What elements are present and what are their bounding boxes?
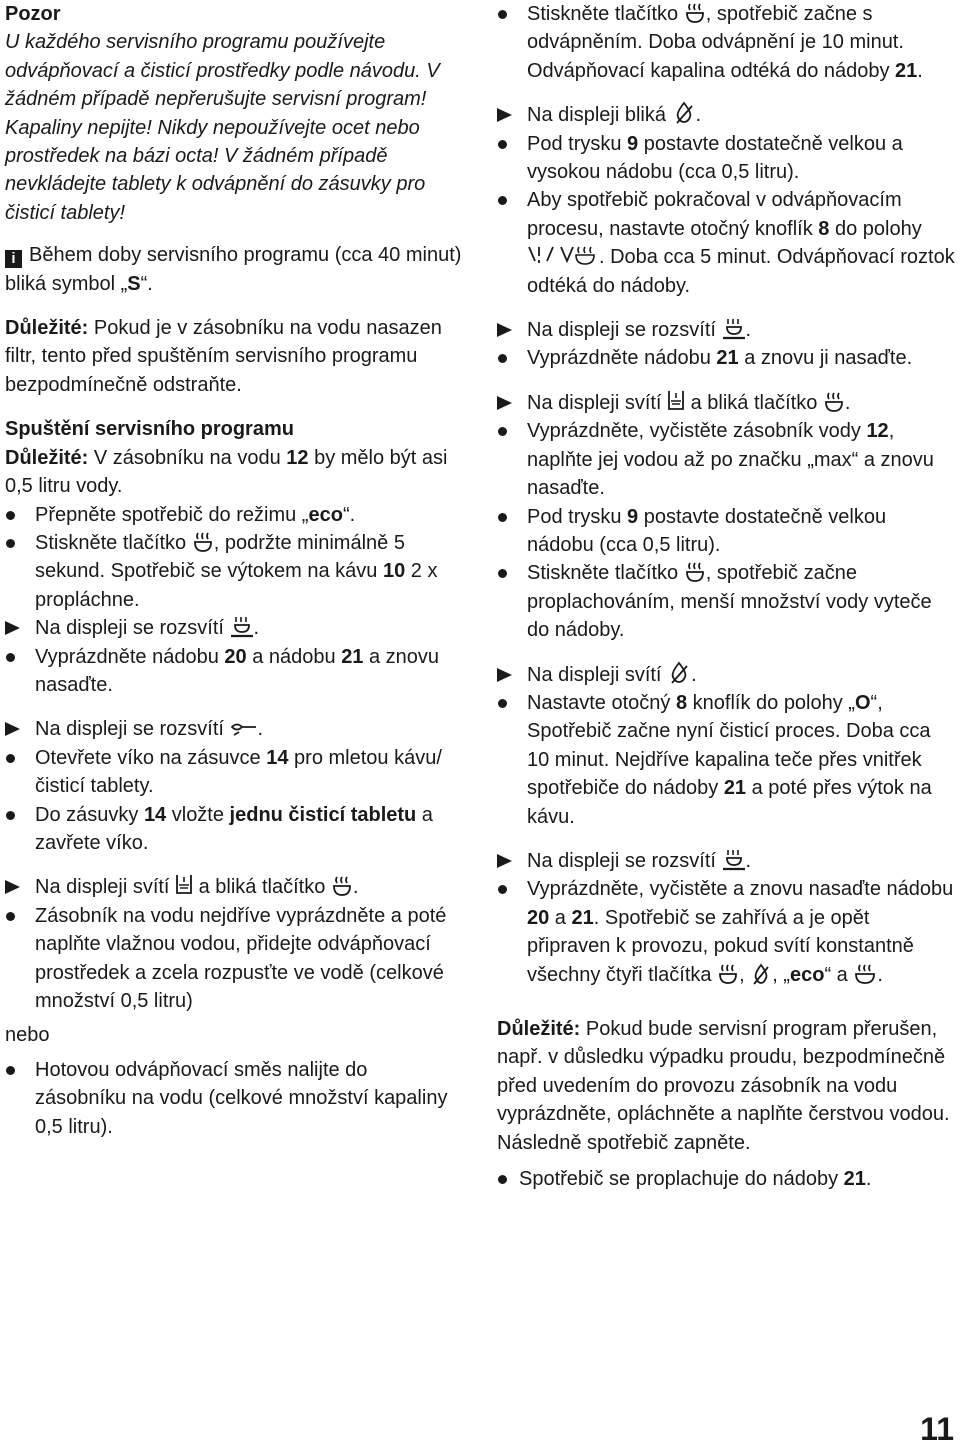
coffee-cup-steam-icon [853, 963, 877, 985]
list-item: Spotřebič se proplachuje do nádoby 21. [519, 1168, 872, 1191]
list-item: Vyprázdněte, vyčistěte a znovu nasaďte nádobu 20 a 21. Spotřebič se zahřívá a je opět připraven k provozu, pokud svítí konstantně všechny čtyři tlačítka , , „eco“ a . [527, 878, 954, 986]
list-item: Na displeji bliká . [497, 101, 957, 129]
list-item: Na displeji svítí a bliká tlačítko . [5, 873, 463, 901]
dial-position-icon [527, 243, 599, 267]
warning-title: Pozor [5, 3, 61, 25]
list-item: Na displeji se rozsvítí . [35, 617, 260, 640]
important-note-2: Důležité: V zásobníku na vodu 12 by mělo být asi 0,5 litru vody. [5, 446, 448, 498]
list-item: Přepněte spotřebič do režimu „eco“. [35, 503, 356, 526]
info-note: i Během doby servisního programu (cca 40 minut) bliká symbol „S“. [5, 244, 462, 295]
info-icon: i [5, 250, 22, 268]
coffee-cup-steam-icon [192, 531, 214, 553]
cup-with-tray-icon [722, 318, 746, 340]
list-item: Stiskněte tlačítko , spotřebič začne proplachováním, menší množství vody vyteče do nádoby. [527, 562, 932, 642]
list-item: Pod trysku 9 postavte dostatečně velkou nádobu (cca 0,5 litru). [527, 505, 887, 556]
list-item: Na displeji se rozsvítí . [527, 319, 752, 342]
cup-with-tray-icon [722, 849, 746, 871]
list-item: Nastavte otočný 8 knoflík do polohy „O“, Spotřebič začne nyní čisticí proces. Doba cca 10 minut. Nejdříve kapalina teče přes vnitřek spotřebiče do nádoby 21 a poté přes výtok na kávu. [527, 691, 932, 828]
spoon-icon [230, 719, 258, 739]
important-note: Důležité: Pokud je v zásobníku na vodu nasazen filtr, tento před spuštěním servisního programu bezpodmínečně odstraňte. [5, 317, 442, 396]
cup-with-tray-icon [230, 616, 254, 638]
right-column [497, 0, 957, 1193]
list-item: Vyprázdněte, vyčistěte zásobník vody 12, naplňte jej vodou až po značku „max“ a znovu nasaďte. [527, 420, 934, 500]
coffee-cup-steam-icon [331, 875, 353, 897]
list-item: Stiskněte tlačítko , spotřebič začne s odvápněním. Doba odvápnění je 10 minut. Odvápňovací kapalina odtéká do nádoby 21. [527, 3, 923, 82]
list-item: Stiskněte tlačítko , podržte minimálně 5 sekund. Spotřebič se výtokem na kávu 10 2 x propláchne. [35, 531, 438, 611]
after-note: Následně spotřebič zapněte. [497, 1131, 751, 1154]
water-tank-icon [667, 389, 685, 413]
list-item: Na displeji se rozsvítí . [35, 718, 264, 741]
list-item: Na displeji svítí . [497, 661, 957, 689]
water-tank-icon [175, 873, 193, 897]
list-item: Hotovou odvápňovací směs nalijte do zásobníku na vodu (celkové množství kapaliny 0,5 litru). [35, 1058, 448, 1138]
page-number: 11 [920, 1411, 954, 1447]
list-item: Na displeji svítí a bliká tlačítko . [497, 389, 957, 417]
section-heading: Spuštění servisního programu [5, 418, 294, 441]
coffee-cup-steam-icon [684, 2, 706, 24]
important-note-3: Důležité: Pokud bude servisní program přerušen, např. v důsledku výpadku proudu, bezpodmínečně před uvedením do provozu zásobník na vodu vyprázdněte, opláchněte a naplňte čerstvou vodou. [497, 1018, 950, 1126]
descale-icon [667, 661, 691, 685]
descale-icon [672, 101, 696, 125]
list-item: Vyprázdněte nádobu 20 a nádobu 21 a znovu nasaďte. [35, 645, 440, 696]
rinse-icon [750, 963, 772, 985]
left-column [5, 0, 463, 1141]
coffee-cup-steam-icon [684, 561, 706, 583]
list-item: Otevřete víko na zásuvce 14 pro mletou kávu/čisticí tablety. [35, 746, 442, 798]
list-item: Pod trysku 9 postavte dostatečně velkou a vysokou nádobu (cca 0,5 litru). [527, 132, 903, 184]
or-text: nebo [5, 1024, 50, 1047]
coffee-cup-steam-icon [717, 963, 739, 985]
list-item: Na displeji se rozsvítí . [527, 849, 752, 872]
coffee-cup-steam-icon [823, 391, 845, 413]
warning-text: U každého servisního programu používejte odvápňovací a čisticí prostředky podle návodu. V žádném případě nepřerušujte servisní program! Kapaliny nepijte! Nikdy nepoužívejte ocet nebo prostředek na bázi octa! V žádném případě nevkládejte tablety k odvápnění do zásuvky pro čisticí tablety! [5, 31, 440, 224]
list-item: Zásobník na vodu nejdříve vyprázdněte a poté naplňte vlažnou vodou, přidejte odvápňovací prostředek a zcela rozpusťte ve vodě (celkové množství 0,5 litru) [35, 904, 447, 1012]
list-item: Aby spotřebič pokračoval v odvápňovacím procesu, nastavte otočný knoflík 8 do polohy . Doba cca 5 minut. Odvápňovací roztok odtéká do nádoby. [527, 189, 955, 297]
list-item: Do zásuvky 14 vložte jednu čisticí tabletu a zavřete víko. [35, 803, 433, 854]
list-item: Vyprázdněte nádobu 21 a znovu ji nasaďte. [527, 347, 913, 370]
